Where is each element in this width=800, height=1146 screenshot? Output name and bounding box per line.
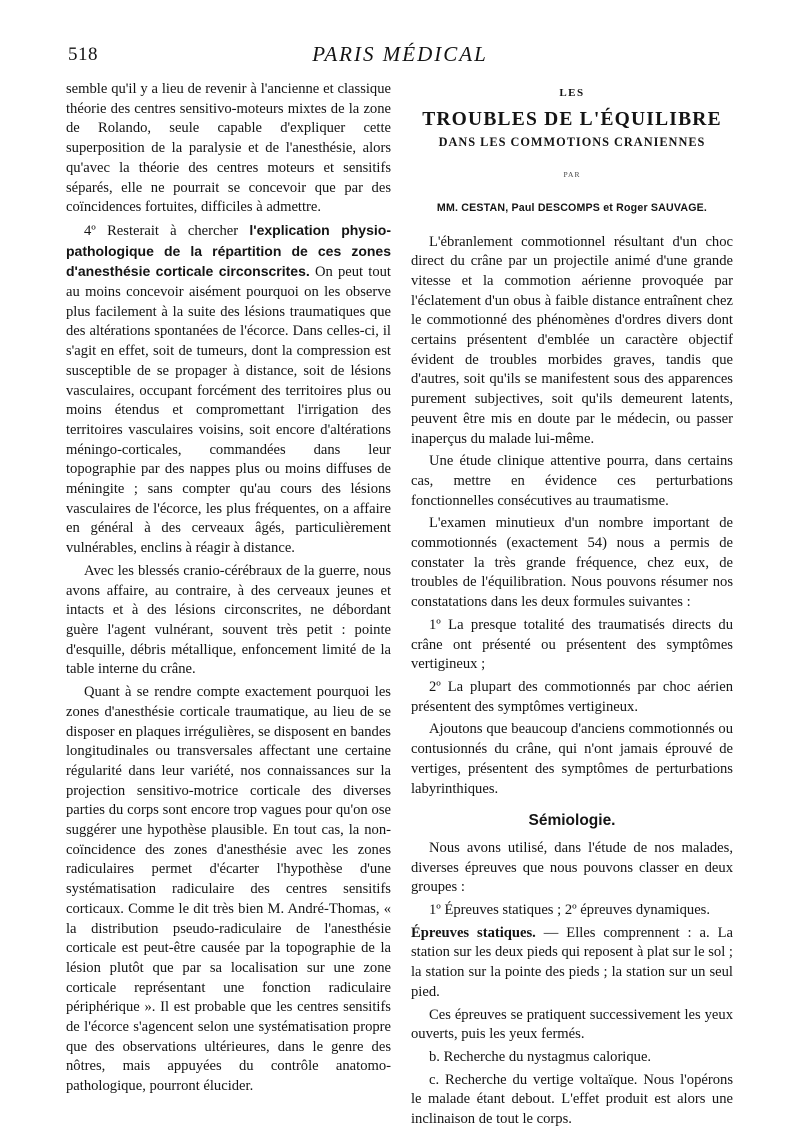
article-subtitle: DANS LES COMMOTIONS CRANIENNES bbox=[438, 135, 706, 150]
right-paragraph-11: b. Recherche du nystagmus calorique. bbox=[429, 1048, 652, 1065]
right-paragraph-8: 1º Épreuves statiques ; 2º épreuves dynamiques. bbox=[429, 902, 710, 919]
right-paragraph-12: c. Recherche du vertige voltaïque. Nous l'opérons le malade étant debout. L'effet produit est alors une inclinaison de tout le corps. bbox=[411, 1071, 733, 1128]
left-paragraph-2-lead: 4º Resterait à chercher bbox=[84, 222, 250, 239]
right-paragraph-10: Ces épreuves se pratiquent successivement les yeux ouverts, puis les yeux fermés. bbox=[411, 1006, 733, 1043]
page-number: 518 bbox=[68, 44, 98, 65]
article-heading bbox=[411, 84, 733, 219]
right-paragraph-4: 1º La presque totalité des traumatisés directs du crâne ont présenté ou présentent des symptômes vertigineux ; bbox=[411, 616, 733, 673]
epreuves-statiques-label: Épreuves statiques. bbox=[411, 924, 536, 941]
left-paragraph-4: Quant à se rendre compte exactement pourquoi les zones d'anesthésie corticale traumatique, au lieu de se disposer en plaques irrégulières, se disposent en bandes longitudinales ou transversales affectant une certaine régularité dans leur variété, nos connaissances sur la projection sensitivo-motrice corticale des diverses parties du corps sont encore trop vagues pour qu'on ose suggérer une hypothèse plausible. En tout cas, la non-coïncidence des zones d'anesthésie avec les zones radiculaires permet d'écarter l'hypothèse d'une systématisation radiculaire des centres sensitifs corticaux. Comme le dit très bien M. André-Thomas, « la distribution pseudo-radiculaire de l'anesthésie corticale est peut-être causée par la topographie de la lésion plutôt que par sa localisation sur une zone corticale représentant une fonction radiculaire périphérique ». Il est probable que les centres sensitifs de l'écorce s'agencent selon une systématisation propre que des observations ultérieures, dans le genre des nôtres, mais appuyées du contrôle anatomo-pathologique, pourront élucider. bbox=[66, 684, 391, 1095]
right-paragraph-7: Nous avons utilisé, dans l'étude de nos malades, diverses épreuves que nous pouvons classer en deux groupes : bbox=[411, 839, 733, 896]
right-paragraph-9 bbox=[411, 924, 733, 1003]
left-paragraph-2 bbox=[66, 221, 391, 559]
left-paragraph-2-bold: l'explication physio-pathologique de la répartition de ces zones d'anesthésie corticale circonscrites. bbox=[66, 221, 391, 280]
left-paragraph-1: semble qu'il y a lieu de revenir à l'ancienne et classique théorie des centres sensitivo-moteurs mixtes de la zone de Rolando, seule capable d'expliquer cette superposition de la paralysie et de l'anesthésie, alors qu'avec la théorie des centres moteurs et sensitifs séparés, elle ne pourrait se concevoir que par des coïncidences fortuites, difficiles à admettre. bbox=[66, 81, 391, 216]
left-paragraph-2-rest: On peut tout au moins concevoir aisément pourquoi on les observe plus facilement à la suite des lésions traumatiques que des altérations spontanées de l'écorce. Dans celles-ci, il s'agit en effet, soit de tumeurs, dont la compression est susceptible de se propager à distance, soit de lésions vasculaires, occupant forcément des territoires plus ou moins étendus et compromettant l'irrigation des territoires vasculaires voisins, soit encore d'altérations méningo-corticales, commandées dans leur topographie par des nappes plus ou moins diffuses de méningite ; sans compter qu'au cours des lésions vasculaires de l'écorce, les plus fréquentes, on a affaire en général à des cerveaux âgés, particulièrement vulnérables, enclins à réagir à distance. bbox=[66, 264, 391, 557]
article-pre-title: LES bbox=[559, 87, 585, 99]
left-paragraph-3: Avec les blessés cranio-cérébraux de la guerre, nous avons affaire, au contraire, à des cerveaux jeunes et intacts et à des lésions circonscrites, ne débordant guère l'agent vulnérant, souvent très petit : pointe d'esquille, débris métallique, enfoncement limité de la table interne du crâne. bbox=[66, 562, 391, 678]
running-title: PARIS MÉDICAL bbox=[312, 42, 488, 66]
right-paragraph-6: Ajoutons que beaucoup d'anciens commotionnés ou contusionnés du crâne, qui n'ont jamais éprouvé de vertiges, présentent des symptômes de perturbations labyrinthiques. bbox=[411, 721, 733, 797]
article-par: PAR bbox=[563, 170, 581, 180]
section-heading-semiologie: Sémiologie. bbox=[528, 812, 616, 830]
right-paragraph-3: L'examen minutieux d'un nombre important de commotionnés (exactement 54) nous a permis de constater la très grande fréquence, chez eux, de troubles de l'équilibration. Nous pouvons résumer nos constatations dans les deux formules suivantes : bbox=[411, 515, 733, 611]
right-column bbox=[411, 82, 733, 1133]
right-paragraph-5: 2º La plupart des commotionnés par choc aérien présentent des symptômes vertigineux. bbox=[411, 678, 733, 715]
page-header bbox=[0, 40, 800, 70]
left-column bbox=[66, 80, 391, 1100]
right-paragraph-1: L'ébranlement commotionnel résultant d'un choc direct du crâne par un projectile animé d'une grande vitesse et la commotion aérienne provoquée par l'éclatement d'un obus à faible distance entraînent chez le commotionné des phénomènes d'ordres divers dont certains présentent d'emblée un caractère objectif évident de troubles morbides graves, tandis que d'autres, soit qu'ils se manifestent sous des apparences purement subjectives, soit qu'ils demeurent latents, peuvent être mis en doute par le médecin, ou passer inaperçus du malade lui-même. bbox=[411, 233, 733, 447]
article-title: TROUBLES DE L'ÉQUILIBRE bbox=[422, 108, 722, 130]
article-authors: MM. CESTAN, Paul DESCOMPS et Roger SAUVAGE. bbox=[436, 201, 708, 214]
right-paragraph-2: Une étude clinique attentive pourra, dans certains cas, mettre en évidence ces perturbations fonctionnelles consécutives au traumatisme. bbox=[411, 453, 733, 509]
right-paragraph-9-rest: — Elles comprennent : a. La station sur les deux pieds qui reposent à plat sur le sol ; la station sur la pointe des pieds ; la station sur un seul pied. bbox=[411, 924, 733, 1000]
